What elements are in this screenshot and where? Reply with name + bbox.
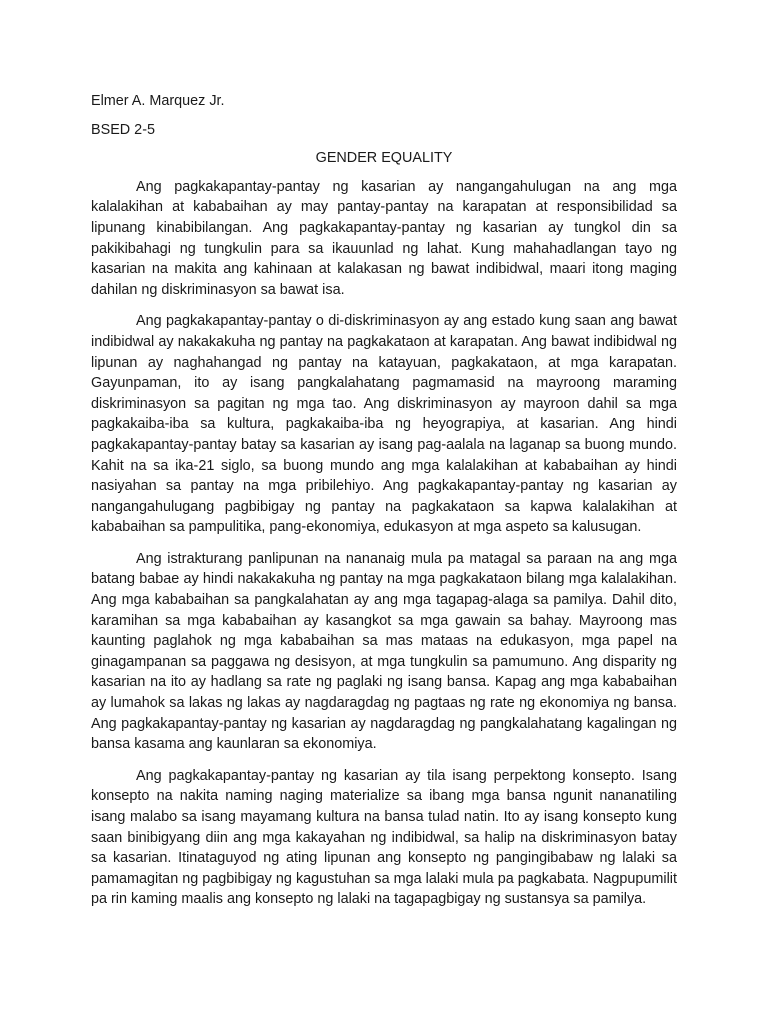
paragraph-3: Ang istrakturang panlipunan na nananaig mula pa matagal sa paraan na ang mga batang babae ay hindi nakakakuha ng pantay na mga pagkakataon bilang mga kalalakihan. Ang mga kababaihan sa pangkalahatan ay ang mga tagapag-alaga sa pamilya. Dahil dito, karamihan sa mga kababaihan ay kasangkot sa mga gawain sa bahay. Mayroong mas kaunting paglahok ng mga kababaihan sa mas mataas na edukasyon, mga papel na ginagampanan sa paggawa ng desisyon, at mga tungkulin sa pamumuno. Ang disparity ng kasarian na ito ay hadlang sa rate ng paglaki ng isang bansa. Kapag ang mga kababaihan ay lumahok sa lakas ng lakas ay nagdaragdag ng pagtaas ng rate ng ekonomiya ng bansa. Ang pagkakapantay-pantay ng kasarian ay nagdaragdag ng pangkalahatang kagalingan ng bansa kasama ang kaunlaran sa ekonomiya. xyxy=(91,550,677,753)
paragraph-2: Ang pagkakapantay-pantay o di-diskriminasyon ay ang estado kung saan ang bawat indibidwal ay nakakakuha ng pantay na pagkakataon at karapatan. Ang bawat indibidwal ng lipunan ay naghahangad ng pantay na katayuan, pagkakataon, at mga karapatan. Gayunpaman, ito ay isang pangkalahatang pagmamasid na mayroong maraming diskriminasyon sa pagitan ng mga tao. Ang diskriminasyon ay mayroon dahil sa mga pagkakaiba-iba sa kultura, pagkakaiba-iba ng heyograpiya, at kasarian. Ang hindi pagkakapantay-pantay batay sa kasarian ay isang pag-aalala na laganap sa buong mundo. Kahit na sa ika-21 siglo, sa buong mundo ang mga kalalakihan at kababaihan ay hindi nasiyahan sa pantay na mga pribilehiyo. Ang pagkakapantay-pantay ng kasarian ay nangangahulugang pagbibigay ng pantay na pagkakataon sa kapwa kalalakihan at kababaihan sa pampulitika, pang-ekonomiya, edukasyon at mga aspeto sa kalusugan. xyxy=(91,313,677,536)
document-body xyxy=(91,91,677,921)
paragraph-4: Ang pagkakapantay-pantay ng kasarian ay tila isang perpektong konsepto. Isang konsepto na nakita naming naging materialize sa ibang mga bansa ngunit nananatiling isang malabo sa isang mayamang kultura na bansa tulad natin. Ito ay isang konsepto kung saan binibigyang diin ang mga kakayahan ng indibidwal, sa halip na diskriminasyon batay sa kasarian. Itinataguyod ng ating lipunan ang konsepto ng pangingibabaw ng lalaki sa pamamagitan ng pagbibigay ng kagustuhan sa mga lalaki mula pa pagkabata. Nagpupumilit pa rin kaming maalis ang konsepto ng lalaki na tagapagbigay ng sustansya sa pamilya. xyxy=(91,767,677,908)
class-section: BSED 2-5 xyxy=(91,121,155,138)
document-title: GENDER EQUALITY xyxy=(315,150,453,167)
paragraph-1: Ang pagkakapantay-pantay ng kasarian ay nangangahulugan na ang mga kalalakihan at kababaihan ay may pantay-pantay na karapatan at responsibilidad sa lipunang kinabibilangan. Ang pagkakapantay-pantay ng kasarian ay tungkol din sa pakikibahagi ng tungkulin para sa ikauunlad ng lahat. Kung mahahadlangan tayo ng kasarian na makita ang kahinaan at kalakasan ng bawat indibidwal, maari itong maging dahilan ng diskriminasyon sa bawat isa. xyxy=(91,178,677,298)
author-name: Elmer A. Marquez Jr. xyxy=(91,93,225,109)
